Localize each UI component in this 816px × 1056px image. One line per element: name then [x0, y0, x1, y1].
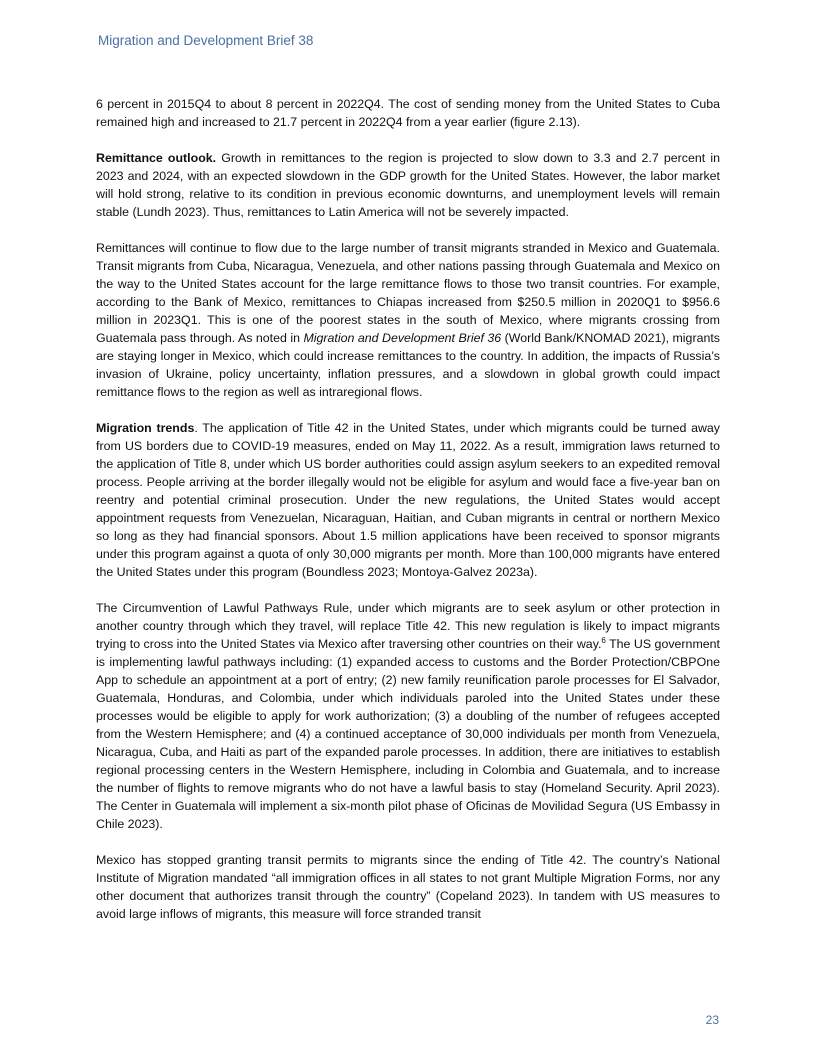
running-header: Migration and Development Brief 38 [98, 33, 314, 48]
remittance-outlook-text: Growth in remittances to the region is projected to slow down to 3.3 and 2.7 percent in 2023 and 2024, with an expected slowdown in the GDP growth for the United States. However, the labor market will hold strong, relative to its condition in previous economic downturns, and unemployment levels will remain stable (Lundh 2023). Thus, remittances to Latin America will not be severely impacted. [96, 151, 720, 219]
page-number: 23 [705, 1013, 719, 1027]
paragraph-6 [96, 851, 720, 923]
footnote-marker[interactable]: 6 [601, 635, 606, 645]
paragraph-1-text: 6 percent in 2015Q4 to about 8 percent in 2022Q4. The cost of sending money from the United States to Cuba remained high and increased to 21.7 percent in 2022Q4 from a year earlier (figure 2.13). [96, 97, 720, 129]
paragraph-5-text-a: The Circumvention of Lawful Pathways Rule, under which migrants are to seek asylum or other protection in another country through which they travel, will replace Title 42. This new regulation is likely to impact migrants trying to cross into the United States via Mexico after traversing other countries on their way. [96, 601, 720, 651]
paragraph-3 [96, 239, 720, 401]
paragraph-remittance-outlook [96, 149, 720, 221]
remittance-outlook-heading: Remittance outlook. [96, 151, 217, 165]
migration-trends-heading: Migration trends [96, 421, 195, 435]
paragraph-migration-trends [96, 419, 720, 581]
migration-trends-text: . The application of Title 42 in the United States, under which migrants could be turned away from US borders due to COVID-19 measures, ended on May 11, 2022. As a result, immigration laws returned to the application of Title 8, under which US border authorities could assign asylum seekers to an expedited removal process. People arriving at the border illegally would not be eligible for asylum and would face a five-year ban on reentry and potential criminal prosecution. Under the new regulations, the United States would accept appointment requests from Venezuelan, Nicaraguan, Haitian, and Cuban migrants in central or northern Mexico so long as they had financial sponsors. About 1.5 million applications have been received to sponsor migrants under this program against a quota of only 30,000 migrants per month. More than 100,000 migrants have entered the United States under this program (Boundless 2023; Montoya-Galvez 2023a). [96, 421, 720, 579]
paragraph-3-text-a: Remittances will continue to flow due to the large number of transit migrants stranded in Mexico and Guatemala. Transit migrants from Cuba, Nicaragua, Venezuela, and other nations passing through Guatemala and Mexico on the way to the United States account for the large remittance flows to those two transit countries. For example, according to the Bank of Mexico, remittances to Chiapas increased from $250.5 million in 2020Q1 to $956.6 million in 2023Q1. This is one of the poorest states in the south of Mexico, where migrants crossing from Guatemala pass through. As noted in [96, 241, 720, 345]
body-text [96, 95, 720, 941]
paragraph-5 [96, 599, 720, 833]
paragraph-1 [96, 95, 720, 131]
paragraph-3-text-b: (World Bank/KNOMAD 2021), migrants are staying longer in Mexico, which could increase remittances to the country. In addition, the impacts of Russia’s invasion of Ukraine, policy uncertainty, inflation pressures, and a slowdown in global growth could impact remittance flows to the region as well as intraregional flows. [96, 331, 720, 399]
paragraph-6-text: Mexico has stopped granting transit permits to migrants since the ending of Title 42. The country’s National Institute of Migration mandated “all immigration offices in all states to not grant Multiple Migration Forms, nor any other document that authorizes transit through the country” (Copeland 2023). In tandem with US measures to avoid large inflows of migrants, this measure will force stranded transit [96, 853, 720, 921]
brief-36-title: Migration and Development Brief 36 [303, 331, 502, 345]
paragraph-5-text-b: The US government is implementing lawful pathways including: (1) expanded access to customs and the Border Protection/CBPOne App to schedule an appointment at a port of entry; (2) new family reunification parole processes for El Salvador, Guatemala, Honduras, and Colombia, under which individuals paroled into the United States under these processes would be eligible to apply for work authorization; (3) a doubling of the number of refugees accepted from the Western Hemisphere; and (4) a continued acceptance of 30,000 individuals per month from Venezuela, Nicaragua, Cuba, and Haiti as part of the expanded parole processes. In addition, there are initiatives to establish regional processing centers in the Western Hemisphere, including in Colombia and Guatemala, and to increase the number of flights to remove migrants who do not have a lawful basis to stay (Homeland Security. April 2023). The Center in Guatemala will implement a six-month pilot phase of Oficinas de Movilidad Segura (US Embassy in Chile 2023). [96, 637, 720, 831]
